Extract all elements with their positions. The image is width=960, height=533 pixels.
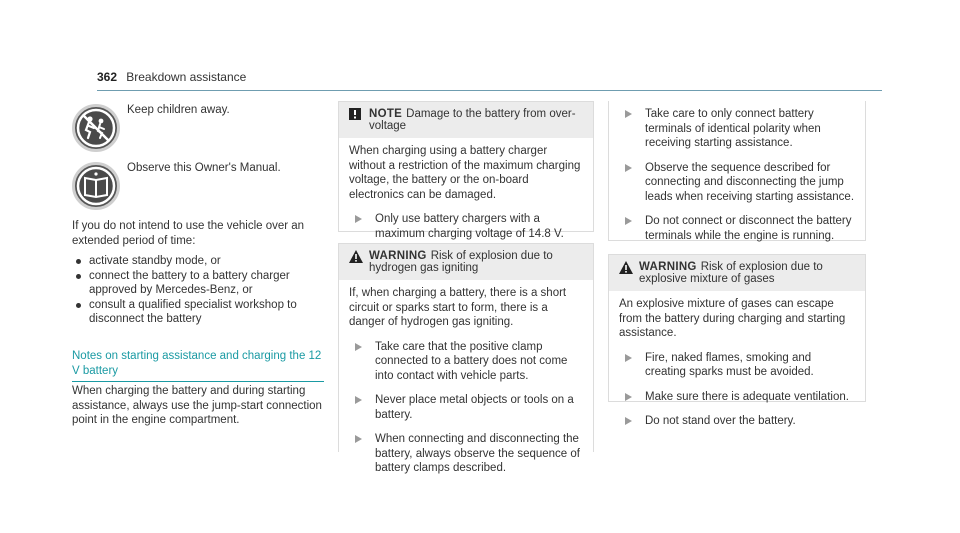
list-item: activate standby mode, or [72,254,322,269]
note-header [339,102,593,138]
warning-body [609,291,865,437]
arrow-icon [625,354,632,362]
arrow-icon [355,215,362,223]
arrow-icon [355,435,362,443]
symbol-text-manual: Observe this Owner's Manual. [127,162,281,174]
list-item: Do not connect or disconnect the battery terminals while the engine is running. [619,214,855,243]
note-box [338,101,594,240]
list-item: Fire, naked flames, smoking and creating sparks must be avoided. [619,351,855,380]
arrow-icon [625,164,632,172]
list-item: Observe the sequence described for connecting and disconnecting the jump leads when receiving starting assistance. [619,161,855,205]
arrow-icon [625,110,632,118]
arrow-icon [355,343,362,351]
list-item: consult a qualified specialist workshop to disconnect the battery [72,298,322,327]
section-body [72,384,324,428]
list-item: Take care that the positive clamp connected to a battery does not come into contact with vehicle parts. [349,340,583,384]
warning-title: Risk of explosion due to explosive mixture of gases [639,261,823,285]
section-heading [72,349,324,382]
warning-box-hydrogen [338,243,594,474]
warning-text: If, when charging a battery, there is a short circuit or sparks start to form, there is a danger of hydrogen gas igniting. [349,287,567,328]
warning-header [339,244,593,280]
warning-text: An explosive mixture of gases can escape from the battery during charging and starting assistance. [619,298,846,339]
list-item: When connecting and disconnecting the battery, always observe the sequence of battery clamps described. [349,432,583,476]
page-number: 362 [97,70,118,84]
section-title: Notes on starting assistance and charging the 12 V battery [72,350,322,377]
storage-instructions [72,219,322,327]
section-text: When charging the battery and during starting assistance, always use the jump-start connection point in the engine compartment. [72,385,322,426]
arrow-icon [355,396,362,404]
warning-title: Risk of explosion due to hydrogen gas igniting [369,250,553,274]
list-item: Take care to only connect battery terminals of identical polarity when receiving starting assistance. [619,107,855,151]
warning-signal: WARNING [639,261,697,273]
owners-manual-icon [72,162,120,210]
symbol-text-children: Keep children away. [127,104,230,116]
warning-box-gas-mixture [608,254,866,427]
list-item: connect the battery to a battery charger approved by Mercedes-Benz, or [72,269,322,298]
keep-children-away-icon [72,104,120,152]
list-item: Only use battery chargers with a maximum charging voltage of 14.8 V. [349,212,583,241]
list-item: Make sure there is adequate ventilation. [619,390,855,405]
arrow-icon [625,393,632,401]
intro-text: If you do not intend to use the vehicle over an extended period of time: [72,220,305,247]
warning-triangle-icon [349,250,363,274]
header-title: Breakdown assistance [126,70,247,84]
warning-body [339,280,593,484]
exclamation-icon [349,108,363,132]
note-text: When charging using a battery charger without a restriction of the maximum charging voltage, the battery or the on-board electronics can be damaged. [349,145,581,201]
warning-triangle-icon [619,261,633,285]
list-item: Never place metal objects or tools on a battery. [349,393,583,422]
warning-header [609,255,865,291]
arrow-icon [625,217,632,225]
warning-continuation [608,101,866,241]
note-title: Damage to the battery from over-voltage [369,108,576,132]
note-body [339,138,593,249]
arrow-icon [625,417,632,425]
page-header [97,70,882,91]
warning-signal: WARNING [369,250,427,262]
note-signal: NOTE [369,108,403,120]
list-item: Do not stand over the battery. [619,414,855,429]
